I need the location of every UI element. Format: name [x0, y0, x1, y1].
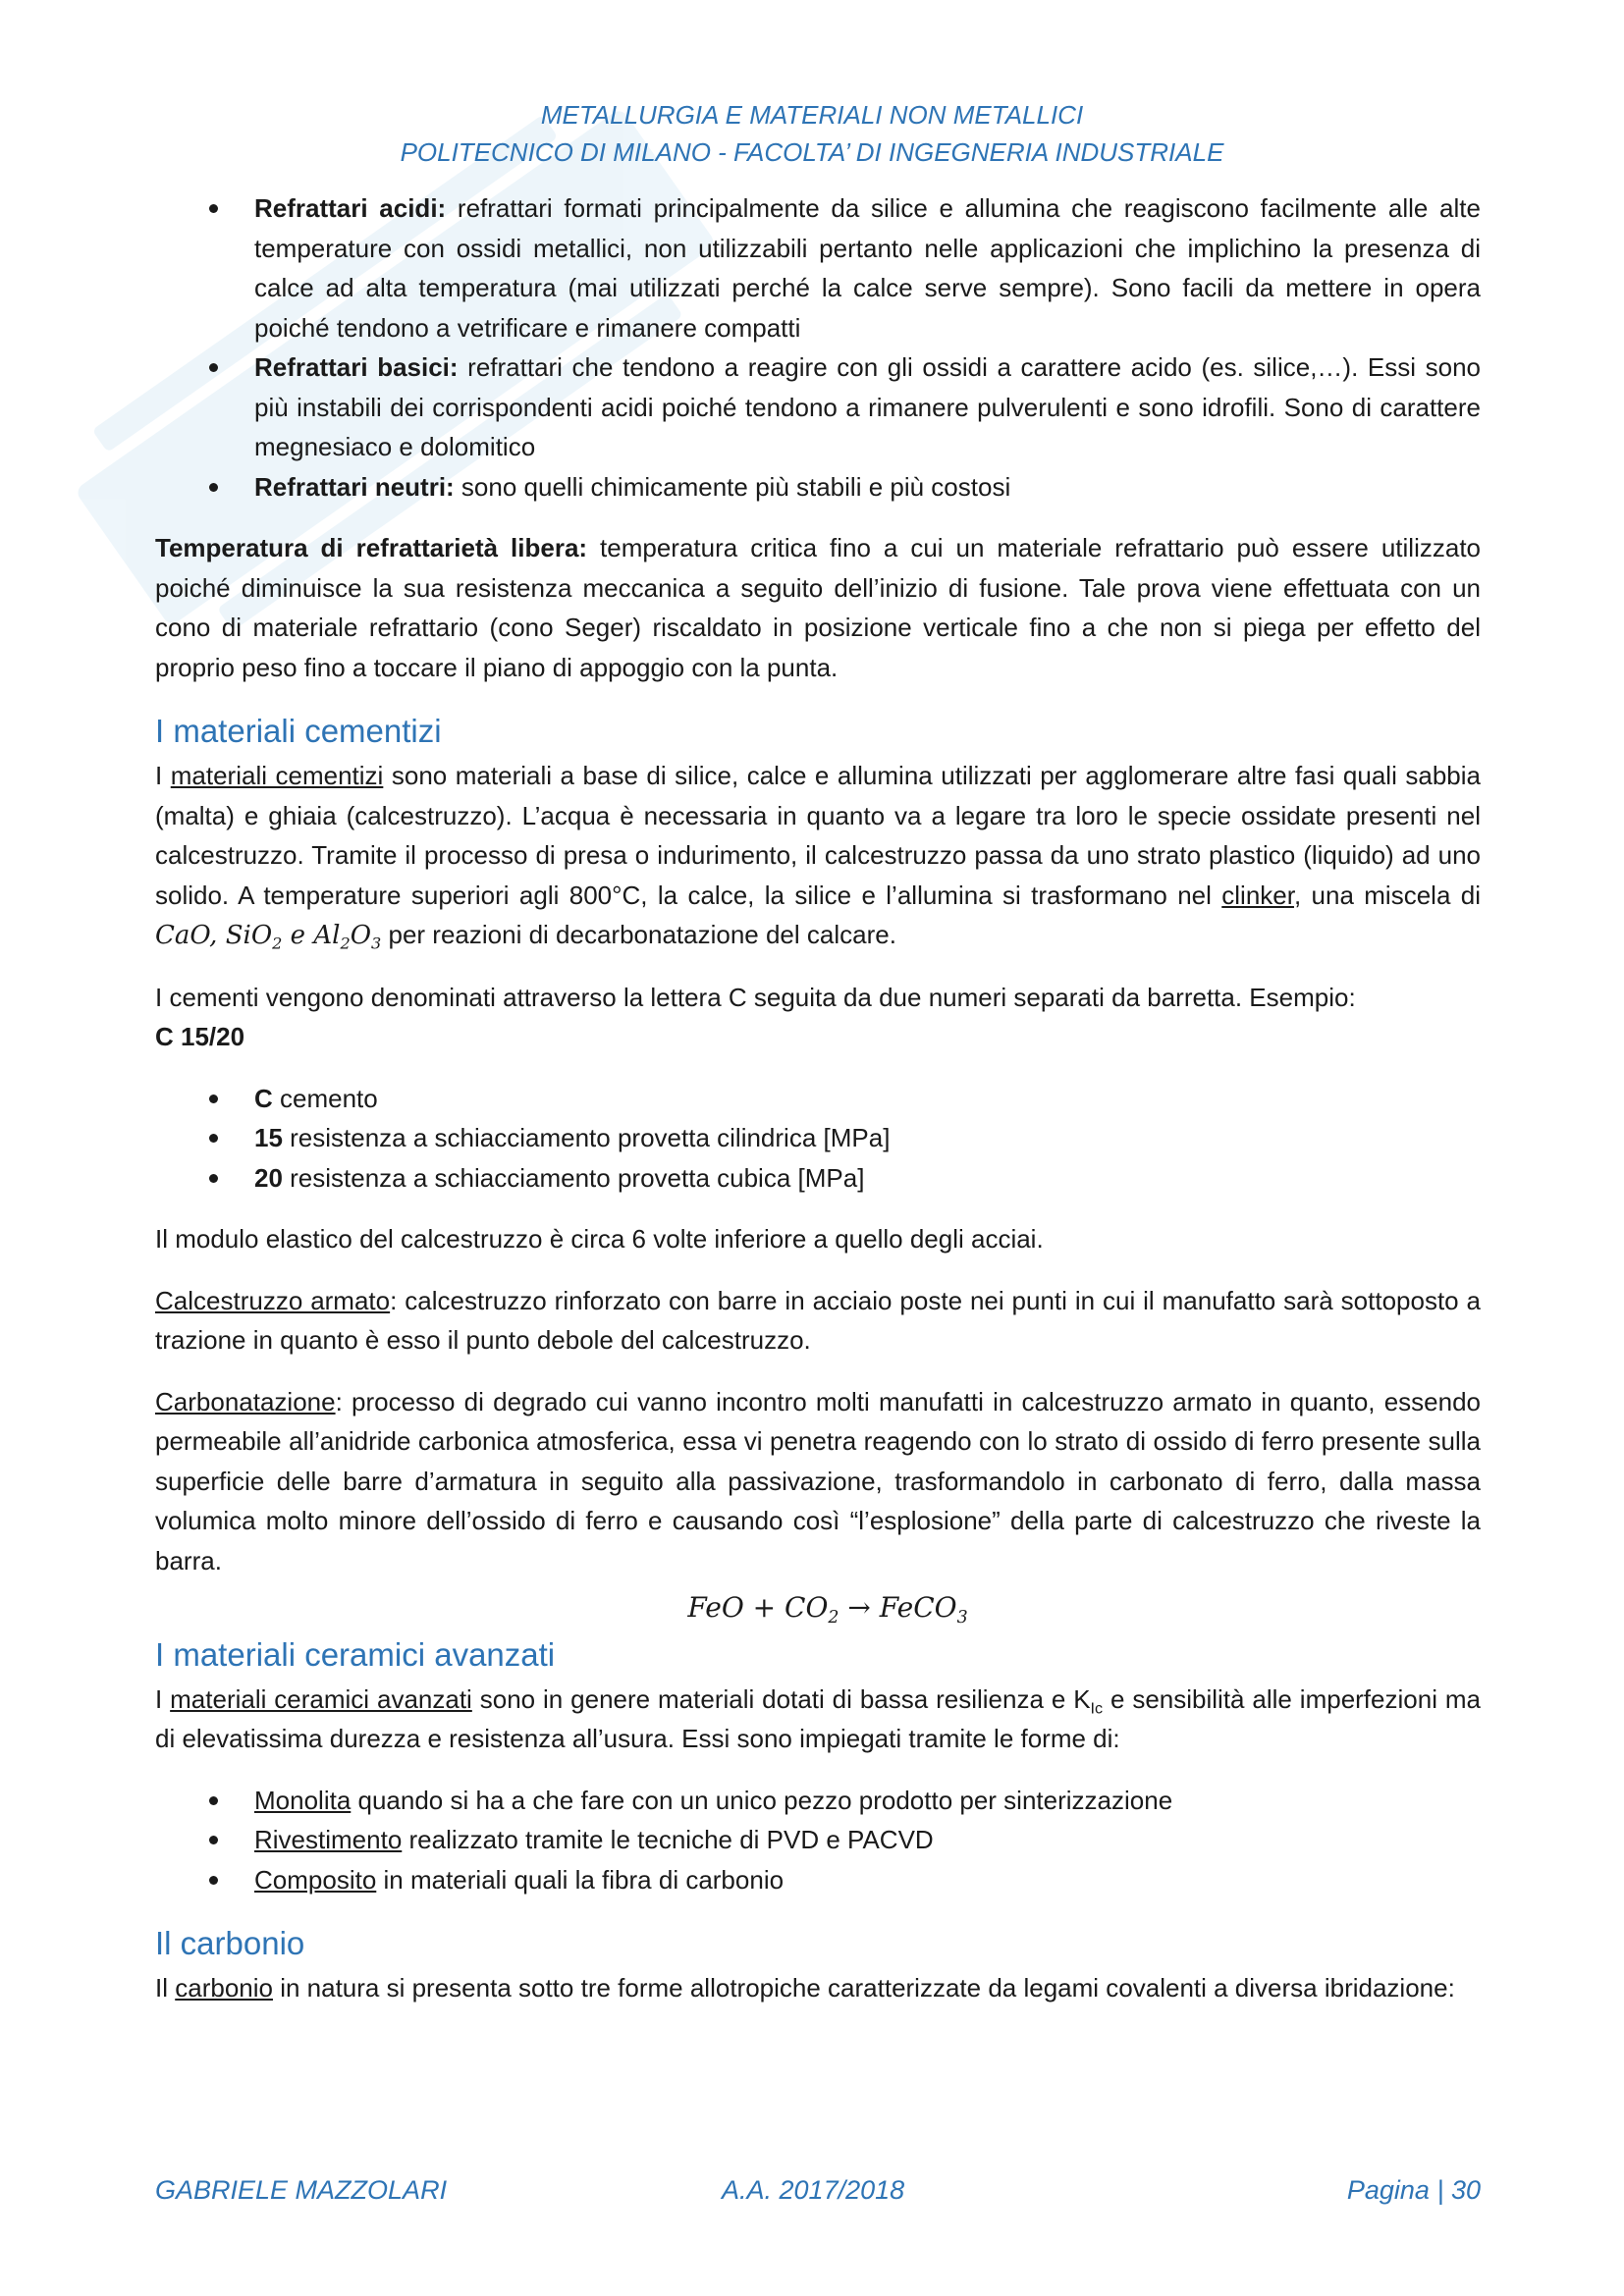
term-refrattari-neutri: Refrattari neutri: — [254, 471, 455, 502]
footer-academic-year: A.A. 2017/2018 — [722, 2175, 905, 2205]
text-naming: I cementi vengono denominati attraverso la lettera C seguita da due numeri separati da barretta. Esempio: — [155, 982, 1356, 1012]
text-fragment: sono materiali a base di silice, calce e allumina utilizzati per agglomerare altre fasi quali sabbia (malta) e ghiaia (calcestruzzo). L’acqua è necessaria in quanto va a legare tra loro le specie ossidate presenti nel calcestruzzo. Tramite il processo di presa o indurimento, il calcestruzzo passa da uno strato plastico (liquido) ad uno solido. A temperature superiori agli 800°C, la calce, la silice e l’allumina si trasformano nel — [155, 761, 1481, 910]
term-ceramici-avanzati: materiali ceramici avanzati — [170, 1683, 472, 1714]
list-item-bold: 20 — [254, 1162, 283, 1193]
text-fragment: e sensibilità alle imperfezioni ma di elevatissima durezza e resistenza all’usura. Essi sono impiegati tramite le forme di: — [155, 1683, 1481, 1753]
list-item-refrattari-basici — [155, 347, 1481, 467]
text-refrattari-basici: refrattari che tendono a reagire con gli ossidi a carattere acido (es. silice,…). Essi sono più instabili dei corrispondenti acidi poiché tendono a rimanere pulverulenti e sono idrofili. Sono di carattere megnesiaco e dolomitico — [254, 352, 1481, 461]
formula-subscript: 2 — [272, 934, 283, 953]
formula-part: e Al — [282, 921, 341, 950]
formula-subscript: 2 — [340, 934, 351, 953]
term-calcestruzzo-armato: Calcestruzzo armato — [155, 1285, 391, 1315]
footer-author: GABRIELE MAZZOLARI — [155, 2175, 448, 2205]
text-fragment: , una miscela di — [1293, 880, 1481, 910]
heading-ceramici-avanzati: I materiali ceramici avanzati — [155, 1635, 556, 1673]
cemento-list — [155, 1079, 1481, 1199]
list-item-text: resistenza a schiacciamento provetta cilindrica [MPa] — [282, 1123, 891, 1152]
term-refrattari-acidi: Refrattari acidi: — [254, 193, 447, 223]
text-refrattari-neutri: sono quelli chimicamente più stabili e più costosi — [454, 471, 1011, 502]
page-header — [0, 96, 1624, 171]
list-item-text: quando si ha a che fare con un unico pezzo prodotto per sinterizzazione — [351, 1785, 1173, 1815]
text-fragment: in natura si presenta sotto tre forme allotropiche caratterizzate da legami covalenti a diversa ibridazione: — [272, 1973, 1455, 2002]
text-fragment: I — [155, 1683, 171, 1714]
list-item-bold: C — [254, 1083, 273, 1113]
paragraph-carbonatazione — [155, 1382, 1481, 1581]
ceramici-forms-list — [155, 1781, 1481, 1900]
paragraph-calcestruzzo-armato — [155, 1281, 1481, 1361]
paragraph-modulo-elastico: Il modulo elastico del calcestruzzo è circa 6 volte inferiore a quello degli acciai. — [155, 1224, 1044, 1254]
formula-part: O — [350, 921, 372, 950]
list-item-refrattari-neutri — [155, 467, 1481, 507]
text-carbonatazione: : processo di degrado cui vanno incontro molti manufatti in calcestruzzo armato in quanto, essendo permeabile all’anidride carbonica atmosferica, essa vi penetra reagendo con lo strato di ossido di ferro presente sulla superficie delle barre d’armatura in seguito alla passivazione, trasformandolo in carbonato di ferro, dalla massa volumica molto minore dell’ossido di ferro e causando così “l’esplosione” della parte di calcestruzzo che riveste la barra. — [155, 1386, 1481, 1575]
subscript-ic: Ic — [1090, 1699, 1104, 1718]
formula-subscript: 3 — [371, 934, 382, 953]
heading-carbonio: Il carbonio — [155, 1925, 305, 1961]
list-item — [155, 1860, 1481, 1900]
text-refrattari-acidi: refrattari formati principalmente da silice e allumina che reagiscono facilmente alle alte temperature con ossidi metallici, non utilizzabili pertanto nelle applicazioni che implichino la presenza di calce ad alta temperatura (mai utilizzati perché la calce serve sempre). Sono facili da mettere in opera poiché tendono a vetrificare e rimanere compatti — [254, 193, 1481, 343]
list-item — [155, 1820, 1481, 1860]
term-carbonatazione: Carbonatazione — [155, 1386, 336, 1416]
list-item — [155, 1781, 1481, 1821]
text-temperatura-refrattarieta: temperatura critica fino a cui un materiale refrattario può essere utilizzato poiché diminuisce la sua resistenza meccanica a seguito dell’inizio di fusione. Tale prova viene effettuata con un cono di materiale refrattario (cono Seger) riscaldato in posizione verticale fino a che non si piega per effetto del proprio peso fino a toccare il piano di appoggio con la punta. — [155, 533, 1482, 682]
term-materiali-cementizi: materiali cementizi — [170, 761, 384, 790]
page-footer — [155, 2175, 1481, 2215]
formula-part: CaO, SiO — [155, 921, 273, 950]
equation-subscript: 3 — [956, 1608, 968, 1629]
list-item-text: in materiali quali la fibra di carbonio — [376, 1864, 785, 1895]
list-item-text: realizzato tramite le tecniche di PVD e PACVD — [402, 1825, 934, 1854]
list-item — [155, 1079, 1481, 1119]
heading-materiali-cementizi: I materiali cementizi — [155, 713, 442, 749]
text-calcestruzzo-armato: : calcestruzzo rinforzato con barre in acciaio poste nei punti in cui il manufatto sarà sottoposto a trazione in quanto è esso il punto debole del calcestruzzo. — [155, 1285, 1482, 1355]
paragraph-cementi-naming — [155, 978, 1481, 1057]
equation-carbonatazione — [155, 1588, 1481, 1629]
term-refrattari-basici: Refrattari basici: — [254, 352, 459, 382]
text-fragment: per reazioni di decarbonatazione del calcare. — [381, 920, 896, 949]
list-item — [155, 1158, 1481, 1199]
text-fragment: I — [155, 761, 171, 790]
paragraph-temperatura-refrattarieta — [155, 528, 1481, 687]
equation-part: FeO + CO — [687, 1591, 829, 1624]
term-clinker: clinker — [1221, 880, 1294, 910]
header-university: POLITECNICO DI MILANO - FACOLTA’ DI INGEGNERIA INDUSTRIALE — [400, 137, 1224, 167]
list-item-term: Monolita — [254, 1785, 352, 1815]
text-fragment: Il — [155, 1973, 176, 2002]
equation-subscript: 2 — [828, 1608, 839, 1629]
paragraph-carbonio — [155, 1968, 1481, 2008]
list-item-term: Composito — [254, 1864, 377, 1895]
text-fragment: sono in genere materiali dotati di bassa resilienza e K — [471, 1683, 1091, 1714]
paragraph-ceramici-intro — [155, 1680, 1481, 1759]
paragraph-cementizi-intro — [155, 756, 1481, 956]
list-item-bold: 15 — [254, 1123, 283, 1152]
term-carbonio: carbonio — [175, 1973, 273, 2002]
header-course-title: METALLURGIA E MATERIALI NON METALLICI — [540, 100, 1084, 130]
footer-page-number: Pagina | 30 — [1346, 2175, 1481, 2205]
equation-part: → FeCO — [839, 1591, 957, 1624]
list-item-term: Rivestimento — [254, 1825, 403, 1854]
term-temperatura-refrattarieta: Temperatura di refrattarietà libera: — [155, 533, 588, 562]
document-body — [155, 188, 1481, 2030]
list-item-text: resistenza a schiacciamento provetta cubica [MPa] — [282, 1162, 865, 1193]
refrattari-list — [155, 188, 1481, 507]
formula-clinker — [155, 921, 382, 953]
list-item — [155, 1118, 1481, 1158]
example-c-15-20: C 15/20 — [155, 1022, 245, 1051]
list-item-text: cemento — [272, 1083, 378, 1113]
list-item-refrattari-acidi — [155, 188, 1481, 347]
